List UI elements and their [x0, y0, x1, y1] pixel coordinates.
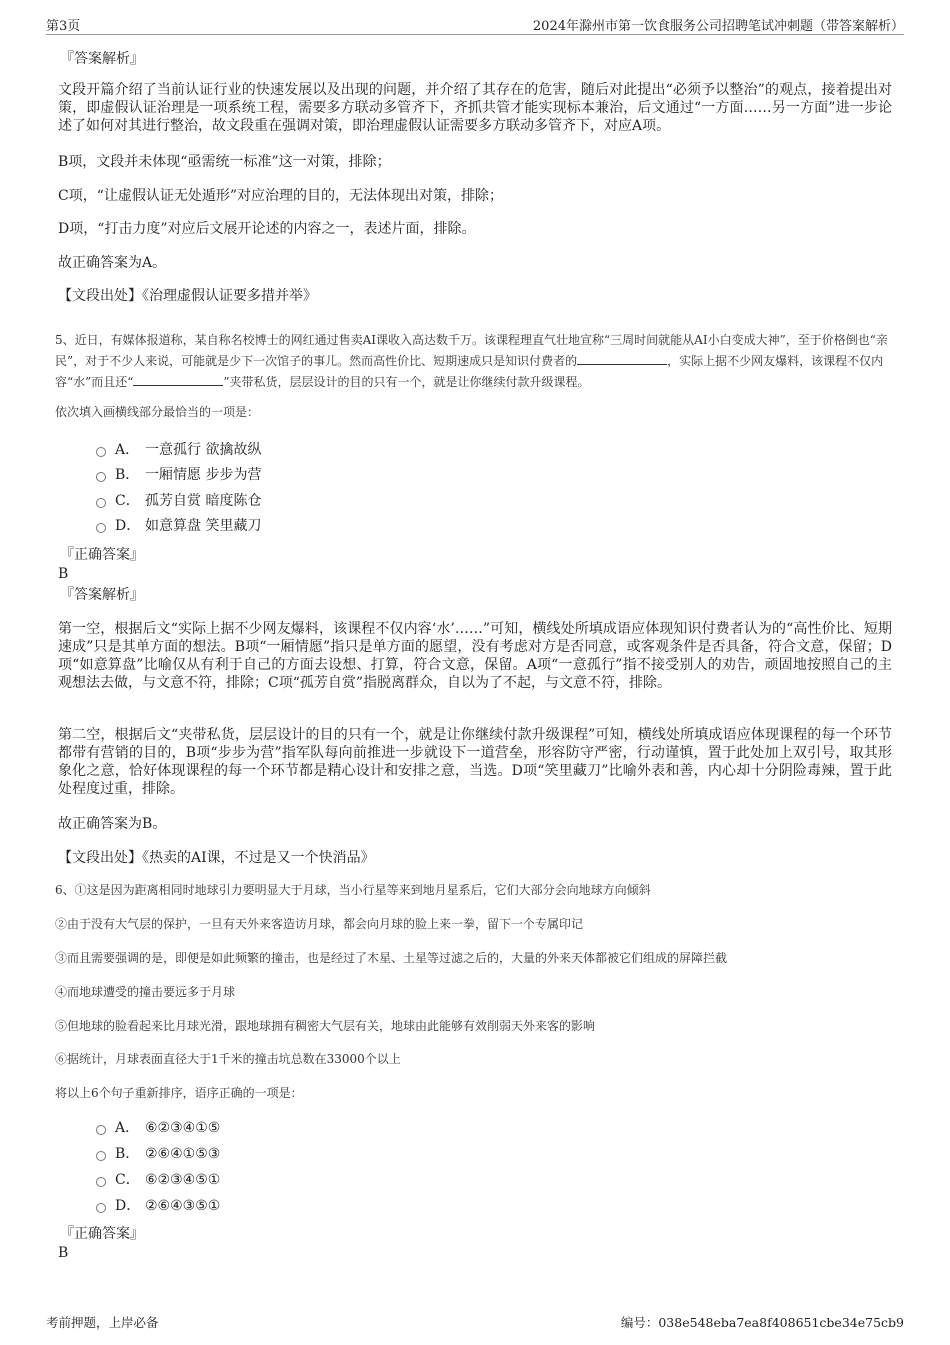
q4-analysis-option-d: D项，“打击力度”对应后文展开论述的内容之一，表述片面，排除。	[58, 221, 476, 237]
q5-answer-tag: 『正确答案』	[60, 547, 144, 563]
radio-button[interactable]	[96, 1151, 106, 1161]
q5-analysis-paragraph-1: 第一空，根据后文“实际上据不少网友爆料，该课程不仅内容‘水’……”可知，横线处所填成语应体现知识付费者认为的“高性价比、短期速成”只是其单方面的想法。B项“一厢情愿”指只是单方面的愿望，没有考虑对方是否同意，或客观条件是否具备，符合文意，保留；D项“如意算盘”比喻仅从有利于自己的方面去设想、打算，符合文意，保留。A项“一意孤行”指不接受别人的劝告，顽固地按照自己的主观想法去做，与文意不符，排除；C项“孤芳自赏”指脱离群众，自以为了不起，与文意不符，排除。	[58, 621, 892, 691]
radio-button[interactable]	[96, 472, 106, 482]
q6-sentence-2: ②由于没有大气层的保护，一旦有天外来客造访月球，都会向月球的脸上来一拳，留下一个专属印记	[55, 917, 584, 931]
q6-prompt: 将以上6个句子重新排序，语序正确的一项是：	[55, 1086, 303, 1100]
q5-conclusion: 故正确答案为B。	[58, 816, 167, 832]
q5-stem: 5、近日，有媒体报道称，某自称名校博士的网红通过售卖AI课收入高达数千万。该课程理直气壮地宣称“三周时间就能从AI小白变成大神”，至于价格倒也“亲民”，对于不少人来说，可能就是少下一次馆子的事儿。然而高性价比、短期速成只是知识付费者的 ，实际上据不少网友爆料，该课程不仅内容“水”而且还“ ”夹带私货，层层设计的目的只有一个，就是让你继续付款升级课程。	[55, 333, 888, 389]
radio-button[interactable]	[96, 498, 106, 508]
q4-conclusion: 故正确答案为A。	[58, 255, 167, 271]
q5-answer: B	[58, 566, 69, 582]
radio-button[interactable]	[96, 1177, 106, 1187]
q5-source: 【文段出处】《热卖的AI课，不过是又一个快消品》	[58, 850, 375, 866]
q4-analysis-option-b: B项，文段并未体现“亟需统一标准”这一对策，排除；	[58, 154, 391, 170]
document-title: 2024年滁州市第一饮食服务公司招聘笔试冲刺题（带答案解析）	[532, 19, 904, 34]
q6-option-a[interactable]: A． ⑥②③④①⑤	[96, 1118, 220, 1138]
q6-sentence-3: ③而且需要强调的是，即便是如此频繁的撞击，也是经过了木星、土星等过滤之后的，大量的外来天体都被它们组成的屏障拦截	[55, 951, 728, 965]
q5-option-d[interactable]: D． 如意算盘 笑里藏刀	[96, 516, 261, 536]
answer-blank-1	[577, 353, 667, 365]
q5-analysis-paragraph-2: 第二空，根据后文“夹带私货，层层设计的目的只有一个，就是让你继续付款升级课程”可知，横线处所填成语应体现课程的每一个环节都带有营销的目的，B项“步步为营”指军队每向前推进一步就设下一道营垒，形容防守严密，行动谨慎，置于此处加上双引号，取其形象化之意，恰好体现课程的每一个环节都是精心设计和安排之意，当选。D项“笑里藏刀”比喻外表和善，内心却十分阴险毒辣，置于此处程度过重，排除。	[58, 727, 892, 797]
q4-analysis-option-c: C项，“让虚假认证无处遁形”对应治理的目的，无法体现出对策，排除；	[58, 188, 504, 204]
q5-option-a[interactable]: A． 一意孤行 欲擒故纵	[96, 440, 261, 460]
q5-option-c[interactable]: C． 孤芳自赏 暗度陈仓	[96, 491, 261, 511]
document-id: 编号：038e548eba7ea8f408651cbe34e75cb9	[620, 1315, 904, 1330]
q6-answer: B	[58, 1245, 69, 1261]
q4-source: 【文段出处】《治理虚假认证要多措并举》	[58, 288, 317, 304]
radio-button[interactable]	[96, 1203, 106, 1213]
footer-slogan: 考前押题，上岸必备	[46, 1315, 159, 1330]
q5-analysis-tag: 『答案解析』	[60, 587, 144, 603]
q6-option-d[interactable]: D． ②⑥④③⑤①	[96, 1196, 220, 1216]
answer-blank-2	[133, 374, 223, 386]
q4-analysis-tag: 『答案解析』	[60, 51, 144, 67]
radio-button[interactable]	[96, 1125, 106, 1135]
q6-sentence-1: 6、①这是因为距离相同时地球引力要明显大于月球，当小行星等来到地月星系后，它们大部分会向地球方向倾斜	[55, 883, 651, 897]
q5-option-b[interactable]: B． 一厢情愿 步步为营	[96, 465, 261, 485]
q5-prompt: 依次填入画横线部分最恰当的一项是：	[55, 405, 260, 419]
q4-analysis-paragraph: 文段开篇介绍了当前认证行业的快速发展以及出现的问题，并介绍了其存在的危害，随后对此提出“必须予以整治”的观点，接着提出对策，即虚假认证治理是一项系统工程，需要多方联动多管齐下，齐抓共管才能实现标本兼治，后文通过“一方面……另一方面”进一步论述了如何对其进行整治，故文段重在强调对策，即治理虚假认证需要多方联动多管齐下，对应A项。	[58, 82, 892, 134]
page-header	[46, 14, 904, 35]
radio-button[interactable]	[96, 447, 106, 457]
q6-option-b[interactable]: B． ②⑥④①⑤③	[96, 1144, 220, 1164]
page-number: 第3页	[46, 19, 81, 34]
q6-sentence-4: ④而地球遭受的撞击要远多于月球	[55, 985, 236, 999]
q6-sentence-6: ⑥据统计，月球表面直径大于1千米的撞击坑总数在33000个以上	[55, 1052, 401, 1066]
radio-button[interactable]	[96, 523, 106, 533]
q6-option-c[interactable]: C． ⑥②③④⑤①	[96, 1170, 220, 1190]
q6-sentence-5: ⑤但地球的脸看起来比月球光滑，跟地球拥有稠密大气层有关，地球由此能够有效削弱天外来客的影响	[55, 1019, 596, 1033]
q6-answer-tag: 『正确答案』	[60, 1226, 144, 1242]
